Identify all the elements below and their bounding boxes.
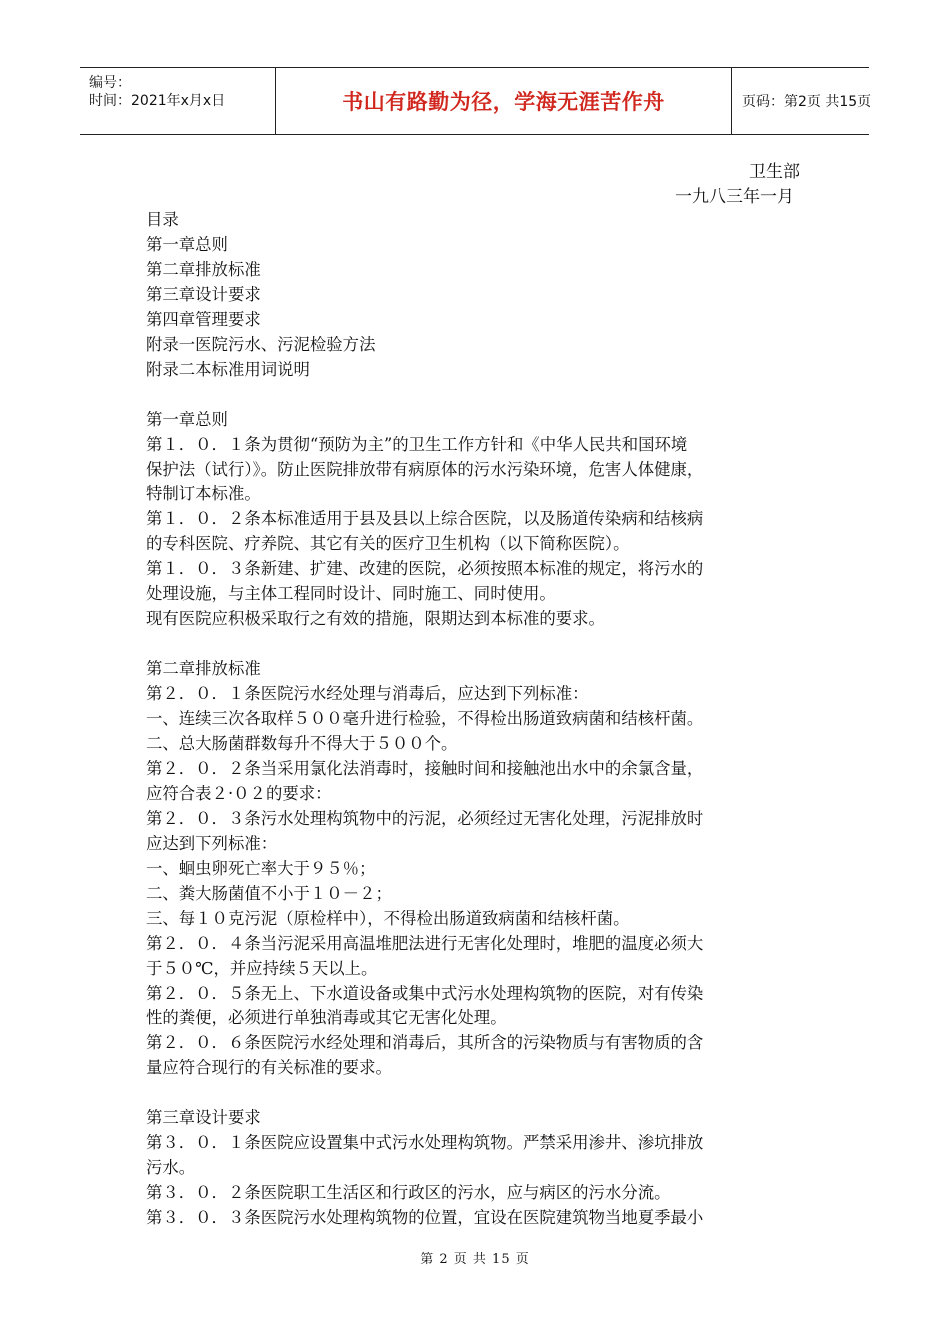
page-header xyxy=(80,67,872,135)
signature-department: 卫生部 xyxy=(749,162,800,182)
body-line: 附录一医院污水、污泥检验方法 xyxy=(146,334,376,354)
document-number-label: 编号： xyxy=(89,75,131,91)
body-line: 保护法（试行）》。防止医院排放带有病原体的污水污染环境，危害人体健康， xyxy=(146,459,704,479)
body-line: 应符合表２·０２的要求： xyxy=(146,783,332,803)
body-line: 第一章总则 xyxy=(146,234,228,254)
signature-date: 一九八三年一月 xyxy=(675,187,794,207)
header-meta xyxy=(80,68,276,134)
body-line: 第１．０．３条新建、扩建、改建的医院，必须按照本标准的规定，将污水的 xyxy=(146,559,704,579)
body-line: 一、蛔虫卵死亡率大于９５％； xyxy=(146,858,376,878)
header-motto-cell xyxy=(276,68,732,134)
header-page-number: 页码：第2页 共15页 xyxy=(742,94,872,110)
body-line: 第２．０．３条污水处理构筑物中的污泥，必须经过无害化处理，污泥排放时 xyxy=(146,808,704,828)
body-line: 量应符合现行的有关标准的要求。 xyxy=(146,1058,392,1078)
blank-line xyxy=(146,383,826,408)
body-line: 第３．０．３条医院污水处理构筑物的位置，宜设在医院建筑物当地夏季最小 xyxy=(146,1208,704,1228)
body-line: 第１．０．２条本标准适用于县及县以上综合医院，以及肠道传染病和结核病 xyxy=(146,509,704,529)
body-line: 第３．０．１条医院应设置集中式污水处理构筑物。严禁采用渗井、渗坑排放 xyxy=(146,1133,704,1153)
body-line: 于５０℃，并应持续５天以上。 xyxy=(146,958,378,978)
body-line: 处理设施，与主体工程同时设计、同时施工、同时使用。 xyxy=(146,584,556,604)
body-line: 污水。 xyxy=(146,1158,196,1178)
body-line: 的专科医院、疗养院、其它有关的医疗卫生机构（以下简称医院）。 xyxy=(146,534,630,554)
body-line: 应达到下列标准： xyxy=(146,833,278,853)
body-line: 附录二本标准用词说明 xyxy=(146,359,310,379)
body-line: 第２．０．５条无上、下水道设备或集中式污水处理构筑物的医院，对有传染 xyxy=(146,983,704,1003)
body-line: 第四章管理要求 xyxy=(146,309,261,329)
body-line: 第１．０．１条为贯彻“预防为主”的卫生工作方针和《中华人民共和国环境 xyxy=(146,434,688,454)
body-line: 二、总大肠菌群数每升不得大于５００个。 xyxy=(146,733,458,753)
body-line: 第２．０．４条当污泥采用高温堆肥法进行无害化处理时，堆肥的温度必须大 xyxy=(146,933,704,953)
body-line: 第３．０．２条医院职工生活区和行政区的污水，应与病区的污水分流。 xyxy=(146,1183,671,1203)
body-line: 第二章排放标准 xyxy=(146,659,261,679)
body-line: 第三章设计要求 xyxy=(146,284,261,304)
body-line: 第２．０．１条医院污水经处理与消毒后，应达到下列标准： xyxy=(146,684,589,704)
body-line: 目录 xyxy=(146,210,179,229)
blank-line xyxy=(146,1081,826,1106)
body-line: 性的粪便，必须进行单独消毒或其它无害化处理。 xyxy=(146,1008,507,1028)
body-line: 第三章设计要求 xyxy=(146,1108,261,1128)
header-motto: 书山有路勤为径，学海无涯苦作舟 xyxy=(342,90,665,114)
blank-line xyxy=(146,632,826,657)
body-line: 现有医院应积极采取行之有效的措施，限期达到本标准的要求。 xyxy=(146,609,605,629)
body-line: 第２．０．６条医院污水经处理和消毒后，其所含的污染物质与有害物质的含 xyxy=(146,1033,704,1053)
body-line: 特制订本标准。 xyxy=(146,484,261,504)
document-body xyxy=(146,208,826,1231)
body-line: 二、粪大肠菌值不小于１０－２； xyxy=(146,883,392,903)
document-date-label: 时间：2021年x月x日 xyxy=(89,93,226,109)
body-line: 三、每１０克污泥（原检样中），不得检出肠道致病菌和结核杆菌。 xyxy=(146,908,630,928)
body-line: 第一章总则 xyxy=(146,409,228,429)
body-line: 第二章排放标准 xyxy=(146,259,261,279)
body-line: 第２．０．２条当采用氯化法消毒时，接触时间和接触池出水中的余氯含量， xyxy=(146,758,704,778)
page-footer: 第 2 页 共 15 页 xyxy=(420,1252,530,1267)
body-line: 一、连续三次各取样５００毫升进行检验，不得检出肠道致病菌和结核杆菌。 xyxy=(146,709,704,729)
